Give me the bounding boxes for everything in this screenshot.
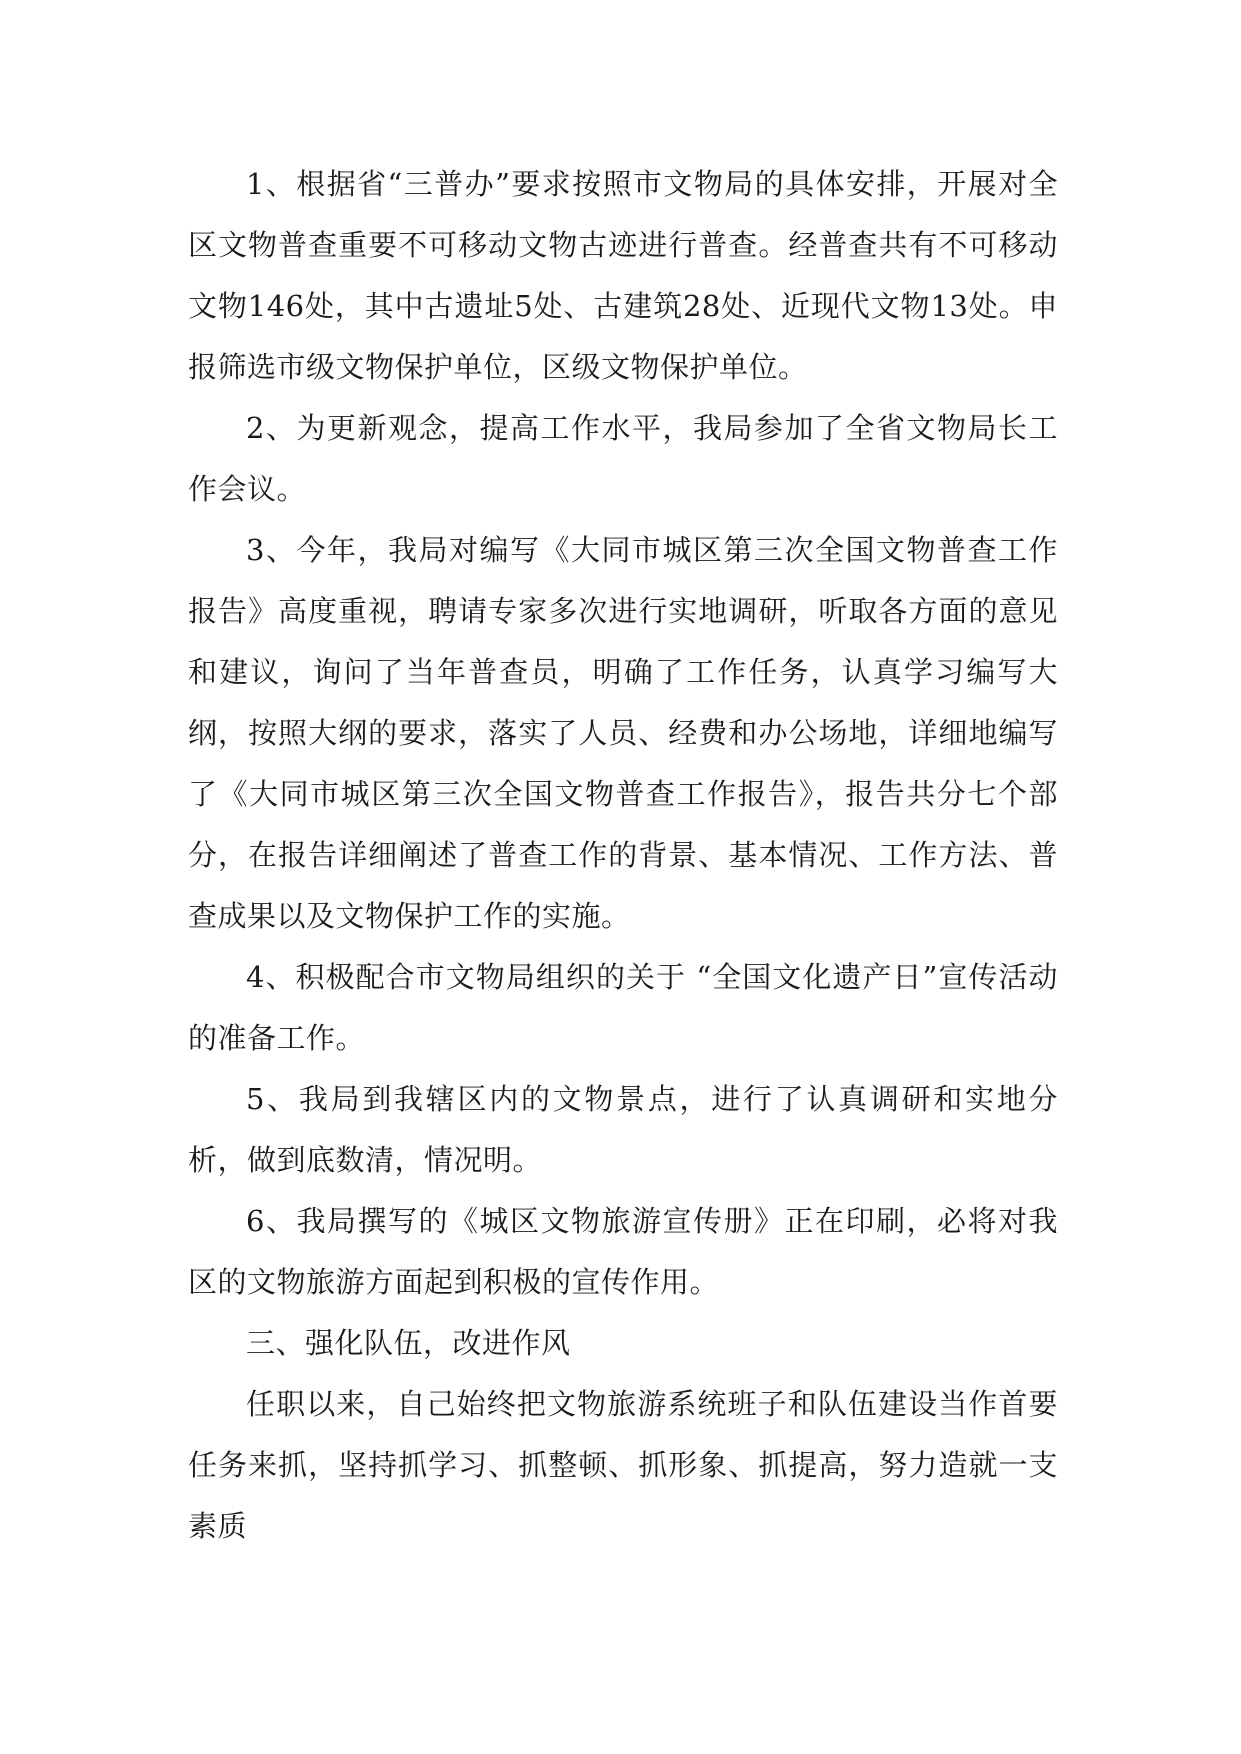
paragraph-item-3: 3、今年，我局对编写《大同市城区第三次全国文物普查工作报告》高度重视，聘请专家多次进行实地调研，听取各方面的意见和建议，询问了当年普查员，明确了工作任务，认真学习编写大纲，按照大纲的要求，落实了人员、经费和办公场地，详细地编写了《大同市城区第三次全国文物普查工作报告》，报告共分七个部分，在报告详细阐述了普查工作的背景、基本情况、工作方法、普查成果以及文物保护工作的实施。 (188, 533, 1058, 933)
paragraph-item-6: 6、我局撰写的《城区文物旅游宣传册》正在印刷，必将对我区的文物旅游方面起到积极的宣传作用。 (188, 1204, 1058, 1299)
paragraph-item-1: 1、根据省“三普办”要求按照市文物局的具体安排，开展对全区文物普查重要不可移动文物古迹进行普查。经普查共有不可移动文物146处，其中古遗址5处、古建筑28处、近现代文物13处。申报筛选市级文物保护单位，区级文物保护单位。 (188, 167, 1058, 384)
paragraph-item-5: 5、我局到我辖区内的文物景点，进行了认真调研和实地分析，做到底数清，情况明。 (188, 1082, 1058, 1177)
paragraph-item-4: 4、积极配合市文物局组织的关于 “全国文化遗产日”宣传活动的准备工作。 (188, 960, 1058, 1055)
paragraph-body: 任职以来，自己始终把文物旅游系统班子和队伍建设当作首要任务来抓，坚持抓学习、抓整顿、抓形象、抓提高，努力造就一支素质 (188, 1387, 1058, 1543)
section-heading: 三、强化队伍，改进作风 (246, 1326, 571, 1360)
paragraph-item-2: 2、为更新观念，提高工作水平，我局参加了全省文物局长工作会议。 (188, 411, 1058, 506)
document-body (188, 154, 1058, 1557)
